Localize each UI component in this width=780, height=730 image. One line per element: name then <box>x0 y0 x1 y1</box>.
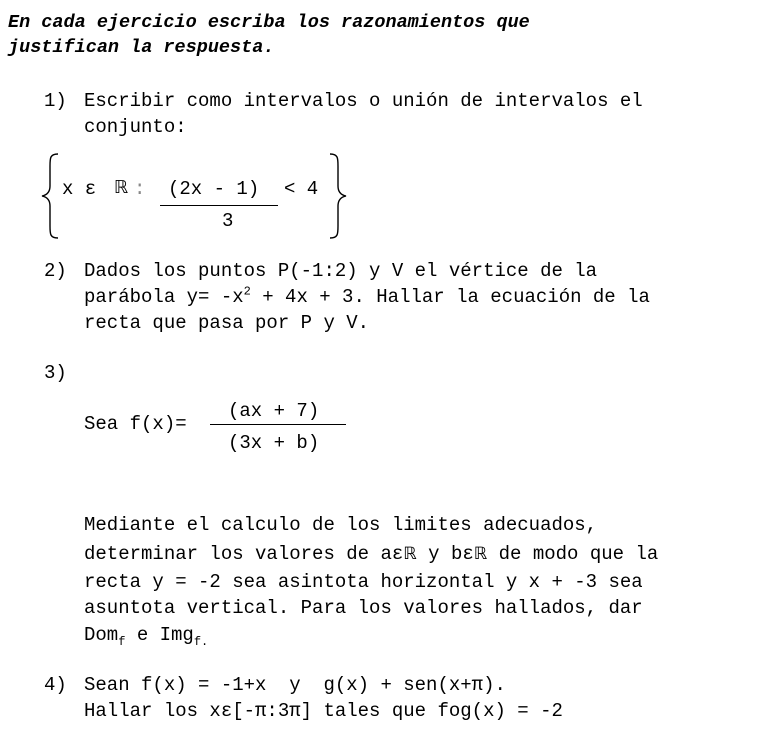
ex3-number: 3) <box>44 362 67 384</box>
set-variable: x ε <box>62 178 97 200</box>
ex1-line-2: conjunto: <box>84 116 187 138</box>
ex4-line-1: Sean f(x) = -1+x y g(x) + sen(x+π). <box>84 674 506 696</box>
ex3-dom: Dom <box>84 624 119 646</box>
ex2-line-2-pre: parábola y= -x <box>84 286 244 308</box>
ex3-func-label: Sea f(x)= <box>84 413 187 435</box>
ex3-denominator: (3x + b) <box>228 432 320 454</box>
ex1-fraction-bar <box>160 205 278 206</box>
set-separator: : <box>134 178 146 200</box>
ex3-img: e Img <box>125 624 194 646</box>
real-numbers-symbol: ℝ <box>114 177 129 198</box>
ex2-line-3: recta que pasa por P y V. <box>84 312 370 334</box>
ex2-exponent: 2 <box>243 284 251 299</box>
ex3-para-2-c: y bε <box>416 543 474 565</box>
ex1-number: 1) <box>44 90 67 112</box>
ex3-para-2-a: determinar los valores de aε <box>84 543 404 565</box>
ex3-numerator: (ax + 7) <box>228 400 320 422</box>
ex3-para-3: recta y = -2 sea asintota horizontal y x + -3 sea <box>84 571 643 593</box>
ex3-fraction-bar <box>210 424 346 425</box>
intro-line-1: En cada ejercicio escriba los razonamientos que <box>8 12 530 33</box>
ex2-number: 2) <box>44 260 67 282</box>
real-numbers-symbol-a: ℝ <box>403 544 417 564</box>
ex1-numerator: (2x - 1) <box>168 178 260 200</box>
ex4-number: 4) <box>44 674 67 696</box>
ex1-denominator: 3 <box>222 210 234 232</box>
ex1-line-1: Escribir como intervalos o unión de intervalos el <box>84 90 643 112</box>
real-numbers-symbol-b: ℝ <box>473 544 488 564</box>
left-brace-icon <box>40 152 62 240</box>
ex3-dom-sub: f <box>118 634 126 649</box>
ex2-line-2-post: + 4x + 3. Hallar la ecuación de la <box>250 286 650 308</box>
ex3-para-2 <box>84 545 658 564</box>
right-brace-icon <box>326 152 348 240</box>
ex4-line-2: Hallar los xε[-π:3π] tales que fog(x) = -2 <box>84 700 563 722</box>
ex3-para-1: Mediante el calculo de los limites adecuados, <box>84 514 598 536</box>
intro-line-2: justifican la respuesta. <box>8 37 275 58</box>
ex2-line-2 <box>84 284 650 308</box>
ex3-img-sub: f. <box>193 634 209 649</box>
ex3-para-2-e: de modo que la <box>487 543 659 565</box>
ex2-line-1: Dados los puntos P(-1:2) y V el vértice de la <box>84 260 598 282</box>
ex3-para-5 <box>84 624 209 649</box>
ex1-relation: < 4 <box>284 178 319 200</box>
ex3-para-4: asuntota vertical. Para los valores hallados, dar <box>84 597 643 619</box>
